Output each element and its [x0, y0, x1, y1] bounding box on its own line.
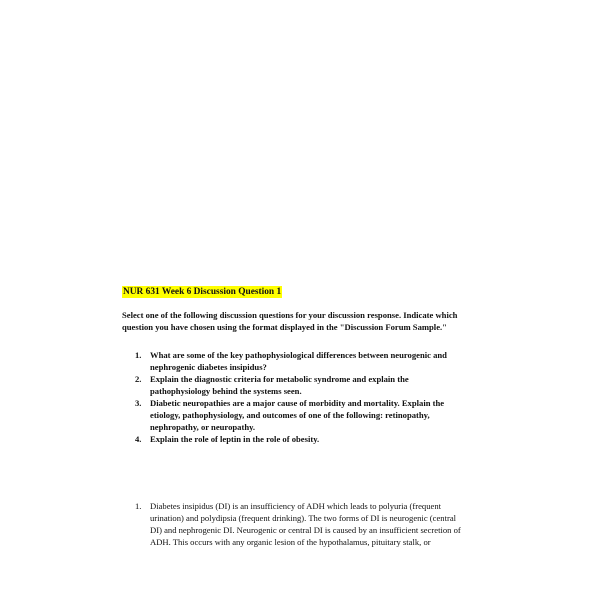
list-item [135, 349, 465, 373]
list-number: 2. [135, 374, 142, 384]
list-item [135, 397, 465, 433]
answer-list [135, 500, 465, 548]
instructions-paragraph: Select one of the following discussion questions for your discussion response. Indicate which question you have chosen using the format displayed in the "Discussion Forum Sample." [122, 310, 458, 332]
list-item [135, 373, 465, 397]
list-number: 4. [135, 434, 142, 444]
question-list [135, 349, 465, 445]
question-text: What are some of the key pathophysiological differences between neurogenic and nephrogenic diabetes insipidus? [150, 350, 447, 372]
question-text: Explain the role of leptin in the role of obesity. [150, 434, 320, 444]
list-number: 1. [135, 501, 142, 511]
document-heading: NUR 631 Week 6 Discussion Question 1 [123, 287, 282, 297]
list-number: 3. [135, 398, 142, 408]
list-number: 1. [135, 350, 142, 360]
list-item [135, 500, 465, 548]
answer-text: Diabetes insipidus (DI) is an insufficiency of ADH which leads to polyuria (frequent urination) and polydipsia (frequent drinking). The two forms of DI is neurogenic (central DI) and nephrogenic DI. Neurogenic or central DI is caused by an insufficient secretion of ADH. This occurs with any organic lesion of the hypothalamus, pituitary stalk, or [150, 501, 461, 547]
list-item [135, 433, 465, 445]
question-text: Explain the diagnostic criteria for metabolic syndrome and explain the pathophysiology behind the systems seen. [150, 374, 409, 396]
question-text: Diabetic neuropathies are a major cause of morbidity and mortality. Explain the etiology, pathophysiology, and outcomes of one of the following: retinopathy, nephropathy, or neuropathy. [150, 398, 445, 432]
